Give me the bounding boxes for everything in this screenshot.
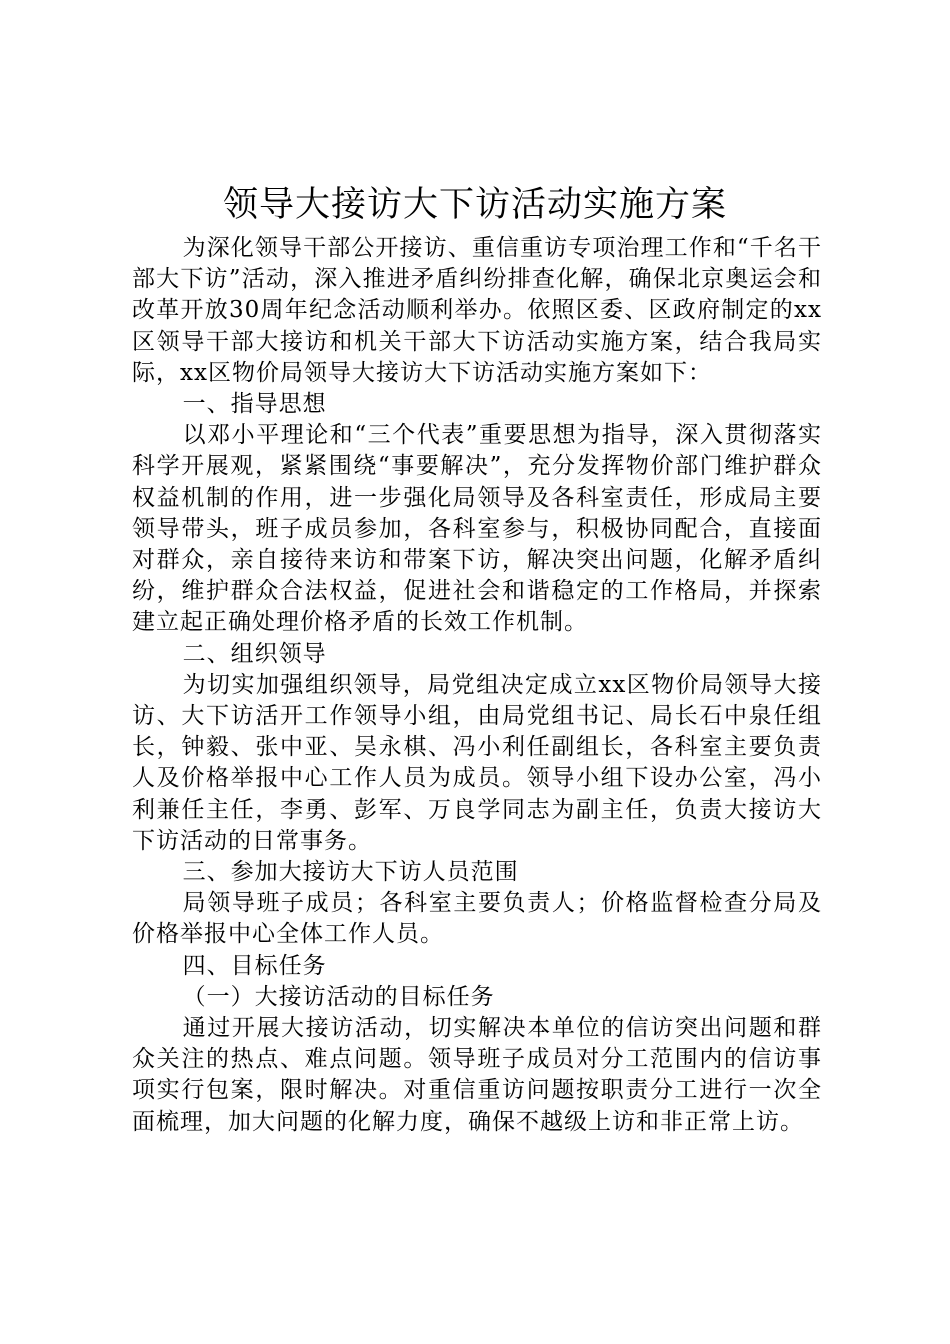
subsection-heading-reception-goals: （一）大接访活动的目标任务	[182, 983, 495, 1010]
document-body	[132, 233, 822, 1138]
organization-paragraph: 为切实加强组织领导，局党组决定成立xx区物价局领导大接访、大下访活开工作领导小组，由局党组书记、局长石中泉任组长，钟毅、张中亚、吴永棋、冯小利任副组长，各科室主要负责人及价格举报中心工作人员为成员。领导小组下设办公室，冯小利兼任主任，李勇、彭军、万良学同志为副主任，负责大接访大下访活动的日常事务。	[132, 671, 822, 854]
document-title: 领导大接访大下访活动实施方案	[222, 185, 727, 225]
section-heading-goals: 四、目标任务	[182, 952, 327, 979]
section-heading-participants: 三、参加大接访大下访人员范围	[182, 859, 519, 886]
section-heading-guiding-ideology: 一、指导思想	[182, 391, 327, 418]
intro-paragraph: 为深化领导干部公开接访、重信重访专项治理工作和“千名干部大下访”活动，深入推进矛盾纠纷排查化解，确保北京奥运会和改革开放30周年纪念活动顺利举办。依照区委、区政府制定的xx区领导干部大接访和机关干部大下访活动实施方案，结合我局实际，xx区物价局领导大接访大下访活动实施方案如下：	[132, 235, 822, 386]
reception-goals-paragraph: 通过开展大接访活动，切实解决本单位的信访突出问题和群众关注的热点、难点问题。领导班子成员对分工范围内的信访事项实行包案，限时解决。对重信重访问题按职责分工进行一次全面梳理，加大问题的化解力度，确保不越级上访和非正常上访。	[132, 1015, 822, 1135]
section-heading-organization: 二、组织领导	[182, 640, 327, 667]
participants-paragraph: 局领导班子成员；各科室主要负责人；价格监督检查分局及价格举报中心全体工作人员。	[132, 890, 822, 948]
guiding-ideology-paragraph: 以邓小平理论和“三个代表”重要思想为指导，深入贯彻落实科学开展观，紧紧围绕“事要解决”，充分发挥物价部门维护群众权益机制的作用，进一步强化局领导及各科室责任，形成局主要领导带头，班子成员参加，各科室参与，积极协同配合，直接面对群众，亲自接待来访和带案下访，解决突出问题，化解矛盾纠纷，维护群众合法权益，促进社会和谐稳定的工作格局，并探索建立起正确处理价格矛盾的长效工作机制。	[132, 422, 822, 636]
